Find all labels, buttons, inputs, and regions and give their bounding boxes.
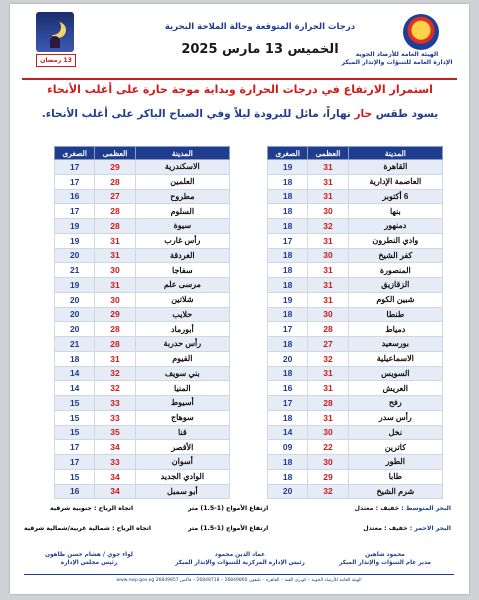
max-temp-cell: 30 — [95, 292, 135, 307]
city-cell: شبين الكوم — [348, 292, 442, 307]
med-sea-value: خفيف : معتدل — [354, 505, 400, 512]
min-temp-cell: 18 — [268, 337, 308, 352]
bulletin-page — [10, 4, 469, 594]
table-row — [268, 174, 443, 189]
max-temp-cell: 28 — [95, 204, 135, 219]
red-sea-state — [363, 525, 451, 532]
min-temp-cell: 17 — [55, 174, 95, 189]
min-temp-cell: 19 — [268, 292, 308, 307]
city-cell: الاسكندرية — [135, 160, 229, 175]
contact-footer: الهيئة العامة للأرصاد الجوية – كوبري القبة – القاهرة – تليفون 26849860 – 26848718 – فاكس 26849857 www.nwp.gov.eg — [24, 574, 454, 583]
city-cell: السويس — [348, 366, 442, 381]
table-row — [55, 292, 230, 307]
min-temp-cell: 17 — [55, 204, 95, 219]
max-temp-cell: 30 — [308, 307, 348, 322]
table-row — [268, 425, 443, 440]
table-row — [55, 219, 230, 234]
city-cell: بني سويف — [135, 366, 229, 381]
table-row — [55, 381, 230, 396]
min-temp-cell: 16 — [55, 189, 95, 204]
max-temp-cell: 32 — [95, 381, 135, 396]
min-temp-cell: 15 — [55, 469, 95, 484]
city-cell: المنيا — [135, 381, 229, 396]
min-temp-cell: 20 — [268, 351, 308, 366]
city-cell: شلاتين — [135, 292, 229, 307]
table-row — [55, 307, 230, 322]
max-temp-cell: 31 — [308, 366, 348, 381]
min-temp-cell: 20 — [55, 322, 95, 337]
table-row — [55, 278, 230, 293]
min-temp-cell: 19 — [268, 160, 308, 175]
max-temp-cell: 22 — [308, 440, 348, 455]
max-temp-cell: 29 — [95, 307, 135, 322]
max-temp-cell: 29 — [95, 160, 135, 175]
table-row — [55, 160, 230, 175]
table-row — [268, 263, 443, 278]
summary-pre: يسود طقس — [375, 108, 439, 120]
city-cell: الفيوم — [135, 351, 229, 366]
max-temp-cell: 33 — [95, 455, 135, 470]
report-title: درجات الحرارة المتوقعة وحالة الملاحة البحرية — [164, 22, 356, 32]
table-row — [55, 440, 230, 455]
max-temp-cell: 35 — [95, 425, 135, 440]
max-temp-cell: 28 — [95, 322, 135, 337]
signature-title: مدير عام التنبؤات والإنذار المبكر — [338, 560, 432, 566]
city-cell: مرسى علم — [135, 278, 229, 293]
max-temp-cell: 34 — [95, 469, 135, 484]
city-cell: نخل — [348, 425, 442, 440]
signature-title: رئيس مجلس الإدارة — [60, 560, 118, 566]
city-cell: كاترين — [348, 440, 442, 455]
table-row — [268, 160, 443, 175]
city-cell: رأس غارب — [135, 233, 229, 248]
table-row — [268, 469, 443, 484]
table-row — [268, 455, 443, 470]
table-row — [55, 337, 230, 352]
table-row — [55, 263, 230, 278]
max-temp-cell: 30 — [308, 204, 348, 219]
city-cell: قنا — [135, 425, 229, 440]
min-temp-cell: 18 — [268, 204, 308, 219]
max-temp-cell: 31 — [308, 189, 348, 204]
min-temp-cell: 19 — [55, 278, 95, 293]
min-temp-cell: 18 — [268, 455, 308, 470]
city-cell: شرم الشيخ — [348, 484, 442, 499]
max-temp-cell: 30 — [308, 455, 348, 470]
city-cell: الاسماعيلية — [348, 351, 442, 366]
summary-post: نهاراً، مائل للبرودة ليلاً وفي الصباح الباكر على أغلب الأنحاء. — [41, 108, 351, 120]
max-temp-cell: 34 — [95, 484, 135, 499]
max-temp-cell: 31 — [308, 174, 348, 189]
max-temp-cell: 33 — [95, 410, 135, 425]
min-temp-cell: 20 — [55, 292, 95, 307]
table-row — [55, 396, 230, 411]
signature-name: عماد الدين محمود — [214, 552, 266, 558]
city-cell: رفح — [348, 396, 442, 411]
table-row — [268, 366, 443, 381]
signature-3 — [24, 551, 154, 567]
max-temp-cell: 32 — [95, 366, 135, 381]
city-cell: سفاجا — [135, 263, 229, 278]
max-temp-cell: 34 — [95, 440, 135, 455]
max-temp-cell: 30 — [95, 263, 135, 278]
max-temp-cell: 29 — [308, 469, 348, 484]
org-line-2: الإدارة العامة للتنبؤات والإنذار المبكر — [341, 59, 453, 66]
headline: استمرار الارتفاع في درجات الحرارة وبداية موجة حارة على أغلب الأنحاء — [47, 83, 433, 96]
min-temp-cell: 14 — [55, 381, 95, 396]
max-temp-cell: 27 — [308, 337, 348, 352]
min-temp-cell: 21 — [55, 263, 95, 278]
min-temp-cell: 15 — [55, 425, 95, 440]
col-min: الصغرى — [268, 147, 308, 160]
max-temp-cell: 31 — [95, 233, 135, 248]
table-right-body — [268, 160, 443, 499]
signature-name: محمود شاهين — [365, 552, 405, 558]
ramadan-badge: 13 رمضان — [36, 54, 76, 67]
table-row — [268, 292, 443, 307]
min-temp-cell: 18 — [268, 469, 308, 484]
min-temp-cell: 18 — [268, 307, 308, 322]
table-row — [55, 469, 230, 484]
header-divider — [22, 78, 457, 80]
city-cell: 6 أكتوبر — [348, 189, 442, 204]
min-temp-cell: 18 — [268, 263, 308, 278]
table-row — [55, 322, 230, 337]
table-row — [55, 410, 230, 425]
min-temp-cell: 18 — [268, 189, 308, 204]
table-row — [55, 425, 230, 440]
city-cell: أبو سمبل — [135, 484, 229, 499]
min-temp-cell: 21 — [55, 337, 95, 352]
min-temp-cell: 15 — [55, 410, 95, 425]
max-temp-cell: 31 — [95, 278, 135, 293]
city-cell: أسوان — [135, 455, 229, 470]
city-cell: الطور — [348, 455, 442, 470]
max-temp-cell: 31 — [95, 351, 135, 366]
org-line-1: الهيئة العامة للأرصاد الجوية — [355, 51, 439, 58]
temperature-table-right — [267, 146, 443, 499]
city-cell: طنطا — [348, 307, 442, 322]
max-temp-cell: 32 — [308, 219, 348, 234]
max-temp-cell: 28 — [95, 219, 135, 234]
red-sea-label: البحر الاحمر : — [409, 525, 451, 532]
max-temp-cell: 30 — [308, 248, 348, 263]
min-temp-cell: 20 — [55, 307, 95, 322]
col-city: المدينة — [135, 147, 229, 160]
min-temp-cell: 18 — [268, 174, 308, 189]
min-temp-cell: 19 — [55, 233, 95, 248]
min-temp-cell: 15 — [55, 396, 95, 411]
max-temp-cell: 32 — [308, 484, 348, 499]
min-temp-cell: 14 — [55, 366, 95, 381]
max-temp-cell: 28 — [95, 337, 135, 352]
min-temp-cell: 20 — [55, 248, 95, 263]
table-row — [268, 233, 443, 248]
max-temp-cell: 33 — [95, 396, 135, 411]
city-cell: العريش — [348, 381, 442, 396]
city-cell: حلايب — [135, 307, 229, 322]
city-cell: الأقصر — [135, 440, 229, 455]
table-row — [268, 440, 443, 455]
min-temp-cell: 19 — [55, 219, 95, 234]
max-temp-cell: 27 — [95, 189, 135, 204]
med-sea-waves: ارتفاع الأمواج (1-1.5) متر — [188, 505, 269, 512]
city-cell: العلمين — [135, 174, 229, 189]
city-cell: العاصمة الإدارية — [348, 174, 442, 189]
min-temp-cell: 16 — [55, 484, 95, 499]
min-temp-cell: 17 — [55, 160, 95, 175]
max-temp-cell: 31 — [308, 410, 348, 425]
min-temp-cell: 17 — [55, 455, 95, 470]
city-cell: أبورماد — [135, 322, 229, 337]
med-sea-label: البحر المتوسط : — [401, 505, 451, 512]
table-left-body — [55, 160, 230, 499]
min-temp-cell: 18 — [55, 351, 95, 366]
city-cell: سوهاج — [135, 410, 229, 425]
min-temp-cell: 17 — [268, 233, 308, 248]
city-cell: بورسعيد — [348, 337, 442, 352]
table-row — [268, 248, 443, 263]
table-row — [268, 396, 443, 411]
city-cell: كفر الشيخ — [348, 248, 442, 263]
max-temp-cell: 31 — [308, 292, 348, 307]
max-temp-cell: 31 — [308, 233, 348, 248]
min-temp-cell: 14 — [268, 425, 308, 440]
city-cell: رأس سدر — [348, 410, 442, 425]
table-row — [55, 366, 230, 381]
min-temp-cell: 18 — [268, 366, 308, 381]
table-row — [268, 410, 443, 425]
signature-2 — [160, 551, 320, 567]
table-row — [268, 337, 443, 352]
min-temp-cell: 18 — [268, 219, 308, 234]
red-sea-wind: اتجاه الرياح : شمالية غربية/شمالية شرقية — [24, 525, 152, 532]
max-temp-cell: 32 — [308, 351, 348, 366]
min-temp-cell: 17 — [268, 396, 308, 411]
city-cell: مطروح — [135, 189, 229, 204]
col-city: المدينة — [348, 147, 442, 160]
ramadan-lantern-icon — [36, 12, 74, 52]
summary-hot: حار — [354, 108, 373, 120]
max-temp-cell: 31 — [308, 160, 348, 175]
table-row — [55, 455, 230, 470]
col-min: الصغرى — [55, 147, 95, 160]
table-row — [268, 484, 443, 499]
ema-logo-icon — [403, 14, 439, 50]
table-row — [55, 233, 230, 248]
table-row — [55, 189, 230, 204]
table-row — [268, 204, 443, 219]
city-cell: بنها — [348, 204, 442, 219]
weather-summary — [20, 108, 460, 120]
min-temp-cell: 16 — [268, 381, 308, 396]
col-max: العظمى — [308, 147, 348, 160]
table-row — [55, 351, 230, 366]
max-temp-cell: 31 — [308, 263, 348, 278]
temperature-table-left — [54, 146, 230, 499]
table-row — [268, 219, 443, 234]
city-cell: أسيوط — [135, 396, 229, 411]
table-row — [268, 307, 443, 322]
city-cell: طابا — [348, 469, 442, 484]
min-temp-cell: 18 — [268, 248, 308, 263]
city-cell: السلوم — [135, 204, 229, 219]
city-cell: دمنهور — [348, 219, 442, 234]
city-cell: وادي النطرون — [348, 233, 442, 248]
red-sea-value: خفيف : معتدل — [363, 525, 408, 532]
table-row — [268, 278, 443, 293]
signature-name: لواء جوي / هشام حسن طاهون — [45, 552, 133, 558]
table-row — [268, 351, 443, 366]
min-temp-cell: 17 — [268, 322, 308, 337]
max-temp-cell: 28 — [308, 396, 348, 411]
max-temp-cell: 31 — [95, 248, 135, 263]
city-cell: المنصورة — [348, 263, 442, 278]
max-temp-cell: 28 — [95, 174, 135, 189]
table-row — [268, 381, 443, 396]
red-sea-waves: ارتفاع الأمواج (1-1.5) متر — [188, 525, 269, 532]
city-cell: سيوة — [135, 219, 229, 234]
table-row — [268, 189, 443, 204]
report-date: الخميس 13 مارس 2025 — [181, 42, 339, 57]
max-temp-cell: 31 — [308, 278, 348, 293]
min-temp-cell: 17 — [55, 440, 95, 455]
city-cell: الغردقة — [135, 248, 229, 263]
med-sea-state — [355, 505, 451, 512]
city-cell: الوادي الجديد — [135, 469, 229, 484]
city-cell: دمياط — [348, 322, 442, 337]
signature-1 — [315, 551, 455, 567]
min-temp-cell: 18 — [268, 410, 308, 425]
max-temp-cell: 31 — [308, 381, 348, 396]
table-row — [55, 484, 230, 499]
max-temp-cell: 30 — [308, 425, 348, 440]
city-cell: الزقازيق — [348, 278, 442, 293]
city-cell: رأس حدربة — [135, 337, 229, 352]
table-row — [268, 322, 443, 337]
bulletin-header — [10, 4, 469, 79]
min-temp-cell: 18 — [268, 278, 308, 293]
table-row — [55, 174, 230, 189]
min-temp-cell: 09 — [268, 440, 308, 455]
col-max: العظمى — [95, 147, 135, 160]
min-temp-cell: 20 — [268, 484, 308, 499]
table-row — [55, 248, 230, 263]
table-row — [55, 204, 230, 219]
med-sea-wind: اتجاه الرياح : جنوبية شرقية — [50, 505, 134, 512]
city-cell: القاهرة — [348, 160, 442, 175]
max-temp-cell: 28 — [308, 322, 348, 337]
signature-title: رئيس الإدارة المركزية للتنبؤات والإنذار المبكر — [175, 560, 305, 566]
